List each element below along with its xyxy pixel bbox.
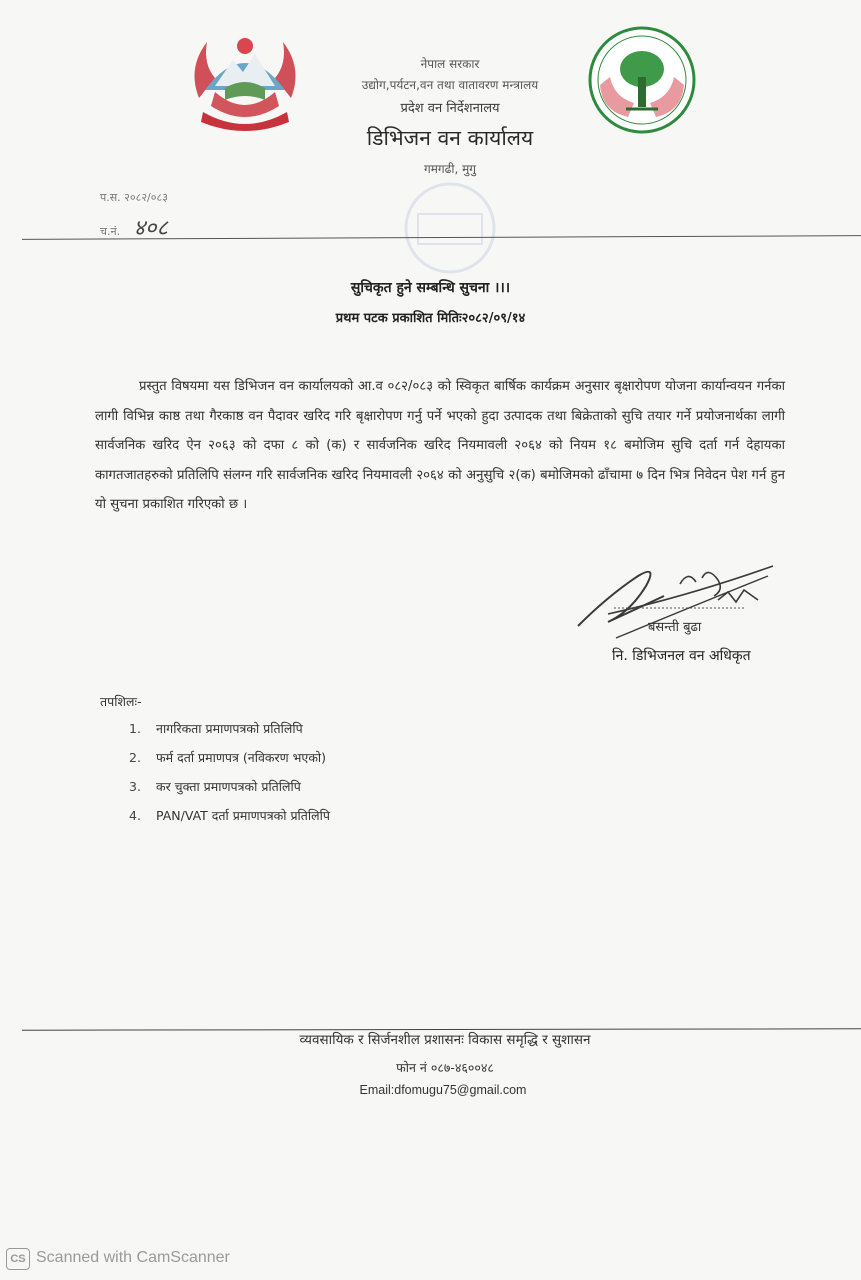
camscanner-icon: CS	[6, 1248, 30, 1270]
list-item-text: कर चुक्ता प्रमाणपत्रको प्रतिलिपि	[156, 779, 301, 794]
received-stamp-icon	[390, 178, 510, 278]
enclosures-list	[129, 720, 330, 836]
notice-body: प्रस्तुत विषयमा यस डिभिजन वन कार्यालयको आ.व ०८२/०८३ को स्विकृत बार्षिक कार्यक्रम अनुसार बृक्षारोपण योजना कार्यान्वयन गर्नका लागी विभिन्न काष्ठ तथा गैरकाष्ठ वन पैदावर खरिद गरि बृक्षारोपण गर्नु पर्ने भएको हुदा उत्पादक तथा बिक्रेताको सुचि तयार गर्ने प्रयोजनार्थका लागी सार्वजनिक खरिद ऐन २०६३ को दफा ८ को (क) र सार्वजनिक खरिद नियमावली २०६४ को नियम १८ बमोजिम सुचि दर्ता गर्न देहायका कागतजातहरुको प्रतिलिपि संलग्न गरि सार्वजनिक खरिद नियमावली २०६४ को अनुसुचि २(क) बमोजिमको ढाँचामा ७ दिन भित्र निवेदन पेश गर्न हुन यो सुचना प्रकाशित गरिएको छ ।	[95, 379, 785, 512]
list-item-number: 1.	[129, 721, 141, 736]
enclosures-heading: तपशिलः-	[100, 694, 142, 709]
footer-slogan: व्यवसायिक र सिर्जनशील प्रशासनः विकास समृद्धि र सुशासन	[299, 1032, 591, 1048]
list-item-text: नागरिकता प्रमाणपत्रको प्रतिलिपि	[156, 721, 303, 736]
dispatch-label: च.नं.	[100, 225, 121, 238]
list-item-text: फर्म दर्ता प्रमाणपत्र (नविकरण भएको)	[156, 750, 327, 765]
ministry-name: उद्योग,पर्यटन,वन तथा वातावरण मन्त्रालय	[361, 78, 539, 92]
list-item-number: 4.	[129, 808, 141, 823]
signatory-title: नि. डिभिजनल वन अधिकृत	[612, 648, 751, 664]
signatory-name: बसन्ती बुढा	[648, 620, 702, 635]
nepal-emblem-icon	[185, 28, 305, 136]
forest-logo-icon	[586, 25, 698, 135]
directorate-name: प्रदेश वन निर्देशनालय	[400, 101, 500, 116]
list-item-number: 2.	[129, 750, 141, 765]
dispatch-number: ४०८	[133, 216, 168, 241]
notice-title: सुचिकृत हुने सम्बन्धि सुचना ।।।	[350, 280, 511, 296]
government-name: नेपाल सरकार	[420, 57, 480, 71]
fiscal-year-ref: प.स. २०८२/०८३	[100, 191, 168, 204]
office-name: डिभिजन वन कार्यालय	[366, 126, 534, 150]
scanner-watermark: Scanned with CamScanner	[36, 1249, 230, 1266]
list-item	[129, 807, 330, 836]
footer-phone: फोन नं ०८७-४६००४८	[396, 1060, 494, 1075]
publication-date: प्रथम पटक प्रकाशित मितिः२०८२/०९/१४	[335, 311, 526, 326]
list-item	[129, 720, 330, 749]
list-item	[129, 778, 330, 807]
list-item-number: 3.	[129, 779, 141, 794]
list-item	[129, 749, 330, 778]
office-location: गमगढी, मुगु	[423, 162, 477, 176]
footer-email: Email:dfomugu75@gmail.com	[359, 1083, 527, 1097]
list-item-text: PAN/VAT दर्ता प्रमाणपत्रको प्रतिलिपि	[156, 808, 330, 823]
